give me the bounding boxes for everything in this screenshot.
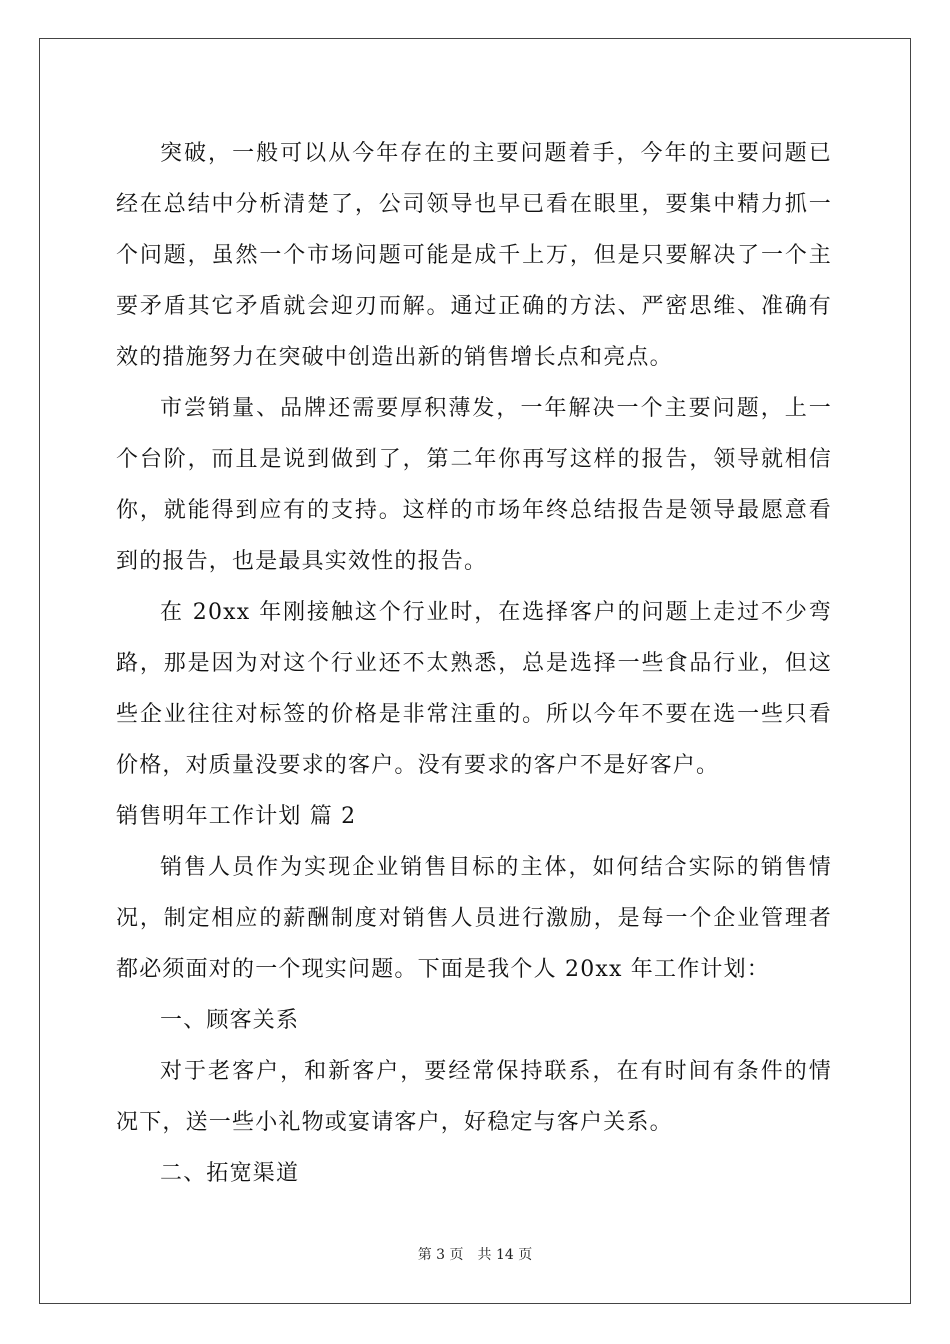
paragraph-breakthrough: 突破，一般可以从今年存在的主要问题着手，今年的主要问题已经在总结中分析清楚了，公司领导也早已看在眼里，要集中精力抓一个问题，虽然一个市场问题可能是成千上万，但是只要解决了一个主要矛盾其它矛盾就会迎刃而解。通过正确的方法、严密思维、准确有效的措施努力在突破中创造出新的销售增长点和亮点。 [116, 141, 832, 370]
subsection-title-customer-relations: 一、顾客关系 [160, 1008, 300, 1033]
page-footer [0, 1245, 950, 1265]
paragraph-sales-staff: 销售人员作为实现企业销售目标的主体，如何结合实际的销售情况，制定相应的薪酬制度对销售人员进行激励，是每一个企业管理者都必须面对的一个现实问题。下面是我个人 20xx 年工作计划： [116, 855, 832, 982]
paragraph-customer-choice: 在 20xx 年刚接触这个行业时，在选择客户的问题上走过不少弯路，那是因为对这个行业还不太熟悉，总是选择一些食品行业，但这些企业往往对标签的价格是非常注重的。所以今年不要在选一些只看价格，对质量没要求的客户。没有要求的客户不是好客户。 [116, 600, 832, 778]
total-pages: 共 14 页 [477, 1247, 533, 1263]
subsection-title-channels: 二、拓宽渠道 [160, 1161, 300, 1186]
paragraph-customer-relations: 对于老客户，和新客户，要经常保持联系，在有时间有条件的情况下，送一些小礼物或宴请客户，好稳定与客户关系。 [116, 1059, 832, 1135]
paragraph-market-sales: 市尝销量、品牌还需要厚积薄发，一年解决一个主要问题，上一个台阶，而且是说到做到了，第二年你再写这样的报告，领导就相信你，就能得到应有的支持。这样的市场年终总结报告是领导最愿意看到的报告，也是最具实效性的报告。 [116, 396, 832, 574]
page-number: 第 3 页 [417, 1247, 464, 1263]
section-heading: 销售明年工作计划 篇 2 [116, 804, 357, 829]
document-body [116, 128, 832, 1199]
